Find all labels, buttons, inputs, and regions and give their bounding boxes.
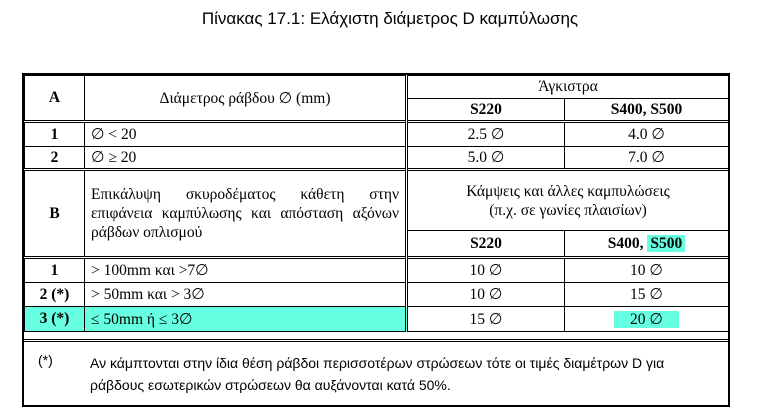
b-row-1-num: 1 bbox=[25, 258, 85, 283]
bends-header-line1: Κάμψεις και άλλες καμπυλώσεις bbox=[466, 182, 670, 200]
a-row-2-s400: 7.0 ∅ bbox=[565, 147, 729, 170]
footnote-text: Αν κάμπτονται στην ίδια θέση ράβδοι περισσοτέρων στρώσεων τότε οι τιμές διαμέτρων D για ράβδους εσωτερικών στρώσεων θα αυξάνονται κατά 50%. bbox=[90, 355, 665, 393]
footnote bbox=[24, 339, 728, 405]
a-row-1-num: 1 bbox=[25, 122, 85, 147]
a-row-2-num: 2 bbox=[25, 147, 85, 170]
bends-col-s220: S220 bbox=[407, 231, 565, 258]
b-row-3-num: 3 (*) bbox=[25, 307, 85, 332]
hooks-col-s220: S220 bbox=[407, 99, 565, 122]
section-b-label: B bbox=[25, 170, 85, 258]
b-row-2-s220: 10 ∅ bbox=[407, 283, 565, 307]
a-row-1-s400: 4.0 ∅ bbox=[565, 122, 729, 147]
diameter-header: Διάμετρος ράβδου ∅ (mm) bbox=[85, 76, 407, 122]
bends-header-line2: (π.χ. σε γωνίες πλαισίων) bbox=[489, 201, 647, 219]
b-row-3-cond: ≤ 50mm ή ≤ 3∅ bbox=[85, 307, 407, 332]
b-row-3-s400 bbox=[565, 307, 729, 332]
cover-header: Επικάλυψη σκυροδέματος κάθετη στην επιφάνεια καμπύλωσης και απόσταση αξόνων ράβδων οπλισμού bbox=[85, 170, 407, 258]
a-row-2-s220: 5.0 ∅ bbox=[407, 147, 565, 170]
hooks-col-s400-s500: S400, S500 bbox=[565, 99, 729, 122]
footnote-mark: (*) bbox=[38, 352, 53, 368]
bend-diameter-table bbox=[24, 75, 729, 332]
b-row-1-s400: 10 ∅ bbox=[565, 258, 729, 283]
a-row-1-s220: 2.5 ∅ bbox=[407, 122, 565, 147]
hooks-header: Άγκιστρα bbox=[407, 76, 729, 99]
b-row-2-num: 2 (*) bbox=[25, 283, 85, 307]
table-title: Πίνακας 17.1: Ελάχιστη διάμετρος D καμπύλωσης bbox=[201, 9, 579, 28]
bends-col-s400-text: S400, bbox=[607, 234, 648, 252]
bends-header bbox=[407, 170, 729, 231]
b-row-1-cond: > 100mm και >7∅ bbox=[85, 258, 407, 283]
a-row-2-cond: ∅ ≥ 20 bbox=[85, 147, 407, 170]
b-row-2-cond: > 50mm και > 3∅ bbox=[85, 283, 407, 307]
section-a-label: A bbox=[25, 76, 85, 122]
b-row-3-s220: 15 ∅ bbox=[407, 307, 565, 332]
b-row-3-s400-highlighted: 20 ∅ bbox=[614, 311, 679, 328]
bends-col-s400-s500 bbox=[565, 231, 729, 258]
bends-col-s500-highlighted: S500 bbox=[647, 235, 685, 252]
b-row-2-s400: 15 ∅ bbox=[565, 283, 729, 307]
b-row-1-s220: 10 ∅ bbox=[407, 258, 565, 283]
a-row-1-cond: ∅ < 20 bbox=[85, 122, 407, 147]
